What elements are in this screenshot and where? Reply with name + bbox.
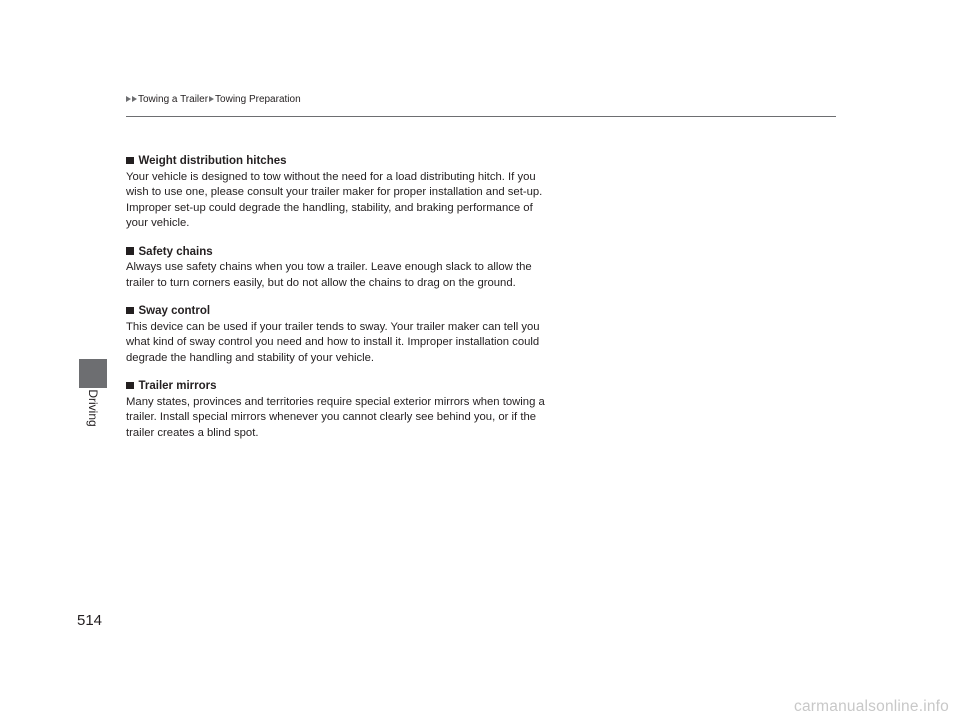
section-bullet-icon	[126, 382, 134, 390]
paragraph-line: wish to use one, please consult your trailer maker for proper installation and set-up.	[126, 186, 543, 198]
section-safety-chains	[126, 245, 566, 292]
section-heading	[126, 304, 566, 320]
section-heading	[126, 154, 566, 170]
paragraph-line: Your vehicle is designed to tow without the need for a load distributing hitch. If you	[126, 170, 536, 183]
section-bullet-icon	[126, 157, 134, 165]
header-divider	[126, 116, 836, 117]
section-heading-text: Safety chains	[138, 245, 213, 258]
section-heading-text: Sway control	[138, 305, 211, 317]
section-heading-text: Trailer mirrors	[138, 380, 217, 392]
paragraph-line: what kind of sway control you need and how to install it. Improper installation could	[126, 336, 540, 348]
section-sway-control	[126, 304, 566, 366]
section-weight-distribution-hitches	[126, 154, 566, 232]
paragraph-line: This device can be used if your trailer tends to sway. Your trailer maker can tell you	[126, 320, 540, 333]
section-heading	[126, 245, 566, 261]
breadcrumb	[126, 93, 302, 107]
paragraph-line: your vehicle.	[126, 217, 190, 229]
paragraph-line: Always use safety chains when you tow a trailer. Leave enough slack to allow the	[126, 261, 532, 273]
paragraph-line: Many states, provinces and territories require special exterior mirrors when towing a	[126, 395, 545, 408]
paragraph-line: degrade the handling and stability of your vehicle.	[126, 351, 375, 364]
paragraph-line: trailer. Install special mirrors whenever you cannot clearly see behind you, or if the	[126, 411, 537, 423]
paragraph-line: Improper set-up could degrade the handling, stability, and braking performance of	[126, 201, 533, 214]
breadcrumb-arrow-icon	[126, 96, 131, 102]
chapter-tab-marker	[79, 359, 107, 388]
watermark: carmanualsonline.info	[794, 698, 949, 715]
paragraph-line: trailer creates a blind spot.	[126, 426, 259, 439]
page-content	[126, 154, 566, 454]
paragraph-line: trailer to turn corners easily, but do not allow the chains to drag on the ground.	[126, 276, 516, 289]
section-trailer-mirrors	[126, 379, 566, 441]
section-heading-text: Weight distribution hitches	[138, 155, 287, 167]
breadcrumb-arrow-icon	[209, 96, 214, 102]
section-bullet-icon	[126, 247, 134, 255]
chapter-tab-label: Driving	[86, 389, 100, 427]
section-bullet-icon	[126, 307, 134, 315]
breadcrumb-arrow-icon	[132, 96, 137, 102]
page-number: 514	[77, 612, 103, 629]
section-heading	[126, 379, 566, 395]
breadcrumb-item-towing-a-trailer[interactable]: Towing a Trailer	[138, 94, 209, 105]
breadcrumb-item-towing-preparation[interactable]: Towing Preparation	[215, 94, 301, 105]
